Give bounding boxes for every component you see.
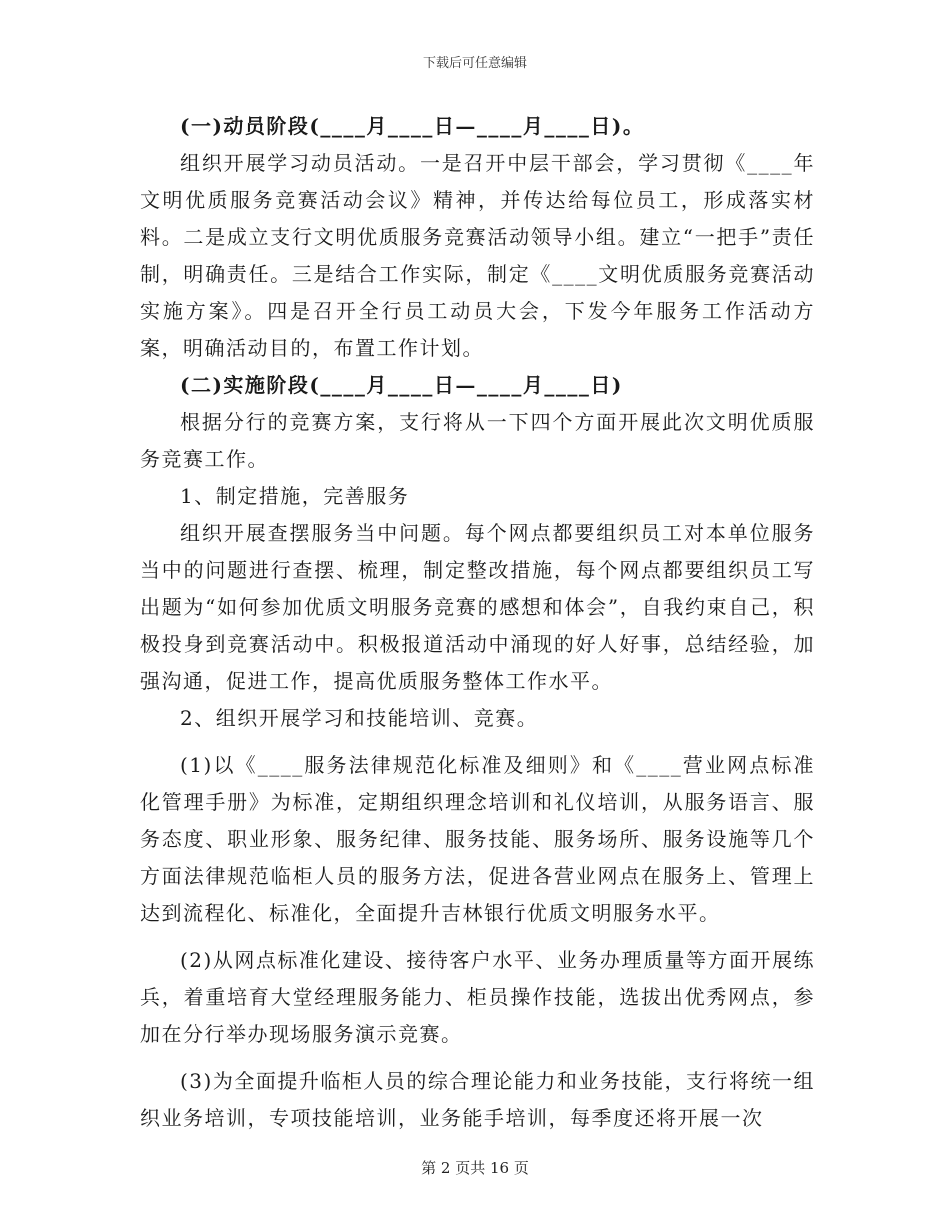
document-body [140, 108, 815, 1137]
paragraph-training-3: (3)为全面提升临柜人员的综合理论能力和业务技能，支行将统一组织业务培训，专项技能培训，业务能手培训，每季度还将开展一次 [140, 1069, 815, 1130]
paragraph-training-2: (2)从网点标准化建设、接待客户水平、业务办理质量等方面开展练兵，着重培育大堂经理服务能力、柜员操作技能，选拔出优秀网点，参加在分行举办现场服务演示竞赛。 [140, 948, 815, 1046]
paragraph-training-1: (1)以《____服务法律规范化标准及细则》和《____营业网点标准化管理手册》为标准，定期组织理念培训和礼仪培训，从服务语言、服务态度、职业形象、服务纪律、服务技能、服务场所、服务设施等几个方面法律规范临柜人员的服务方法，促进各营业网点在服务上、管理上达到流程化、标准化，全面提升吉林银行优质文明服务水平。 [140, 753, 815, 925]
subheading-training: 2、组织开展学习和技能培训、竞赛。 [180, 706, 539, 730]
subheading-measures: 1、制定措施，完善服务 [180, 484, 410, 508]
paragraph-mobilization: 组织开展学习动员活动。一是召开中层干部会，学习贯彻《____年文明优质服务竞赛活动会议》精神，并传达给每位员工，形成落实材料。二是成立支行文明优质服务竞赛活动领导小组。建立“一把手”责任制，明确责任。三是结合工作实际，制定《____文明优质服务竞赛活动实施方案》。四是召开全行员工动员大会，下发今年服务工作活动方案，明确活动目的，布置工作计划。 [140, 151, 815, 360]
page-header-note: 下载后可任意编辑 [422, 56, 527, 71]
paragraph-implementation-intro: 根据分行的竞赛方案，支行将从一下四个方面开展此次文明优质服务竞赛工作。 [140, 410, 815, 471]
paragraph-measures: 组织开展查摆服务当中问题。每个网点都要组织员工对本单位服务当中的问题进行查摆、梳理，制定整改措施，每个网点都要组织员工写出题为“如何参加优质文明服务竞赛的感想和体会”，自我约束自己，积极投身到竞赛活动中。积极报道活动中涌现的好人好事，总结经验，加强沟通，促进工作，提高优质服务整体工作水平。 [140, 521, 815, 693]
page-number-footer: 第 2 页共 16 页 [421, 1159, 529, 1177]
section-heading-mobilization: (一)动员阶段(____月____日—____月____日)。 [180, 114, 645, 138]
section-heading-implementation: (二)实施阶段(____月____日—____月____日) [180, 373, 623, 397]
